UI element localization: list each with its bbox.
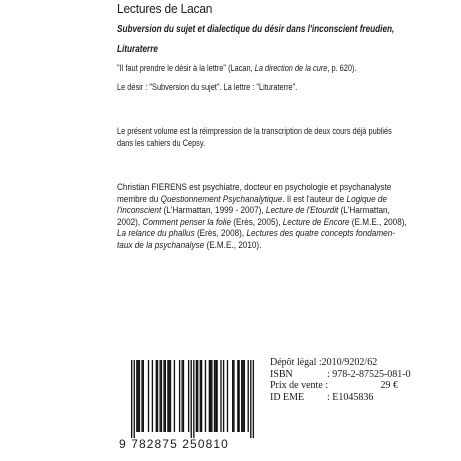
price-value: 29 € <box>380 380 399 392</box>
bio-text: (E.M.E., 2008), <box>349 216 407 228</box>
barcode-bar <box>196 360 197 432</box>
bio-title: Comment penser la folie <box>142 216 231 228</box>
subtitle-line-1: Subversion du sujet et dialectique du désir dans l'inconscient freudien, <box>117 23 395 35</box>
barcode-bar <box>183 360 184 432</box>
bio-title: Lecture de Encore <box>282 216 350 228</box>
bio-text: (Erès, 2008), <box>194 228 247 240</box>
barcode-bar <box>161 360 162 432</box>
quote-page: , p. 620). <box>327 63 357 73</box>
barcode-bar <box>156 360 157 432</box>
barcode-bar <box>131 360 132 438</box>
isbn-label: ISBN <box>270 368 293 380</box>
barcode-bar <box>227 360 228 432</box>
barcode-bar <box>157 360 158 432</box>
barcode-bar <box>200 360 201 432</box>
depot-label: Dépôt légal : <box>270 357 322 368</box>
barcode-bar <box>163 360 164 432</box>
bio-text: (L'Harmattan, 1999 - 2007), <box>161 205 266 217</box>
barcode-bar <box>238 360 239 432</box>
bio-text: . Il est l'auteur de <box>282 193 347 205</box>
bio-line <box>117 194 407 206</box>
barcode-bar <box>244 360 245 432</box>
barcode-bar <box>167 360 168 432</box>
id-label: ID EME <box>270 392 305 404</box>
barcode <box>131 360 254 438</box>
barcode-bar <box>181 360 182 432</box>
barcode-bar <box>253 360 254 438</box>
barcode-bar <box>214 360 215 432</box>
barcode-bar <box>211 360 212 432</box>
lacan-quote <box>117 63 357 73</box>
barcode-bar <box>242 360 243 432</box>
barcode-bar <box>152 360 153 432</box>
author-bio <box>117 182 407 252</box>
barcode-bar <box>250 360 251 438</box>
bio-line <box>117 217 407 229</box>
barcode-bar <box>201 360 202 432</box>
bio-line <box>117 182 407 194</box>
barcode-bar <box>197 360 198 432</box>
desire-summary: Le désir : "Subversion du sujet". La lettre : "Lituraterre". <box>117 82 298 92</box>
barcode-bar <box>141 360 142 432</box>
barcode-bar <box>137 360 138 432</box>
price-label: Prix de vente : <box>270 380 329 392</box>
isbn-value: : 978-2-87525-081-0 <box>327 368 411 380</box>
legal-row-isbn <box>270 369 411 381</box>
bio-title: Lecture de l'Etourdit <box>265 205 339 217</box>
barcode-bar <box>188 360 189 432</box>
subtitle-line-2: Lituraterre <box>117 43 158 55</box>
bio-title: La relance du phallus <box>117 228 195 240</box>
barcode-bar <box>216 360 217 432</box>
barcode-bar <box>134 360 135 438</box>
reprint-note-line: dans les cahiers du Cepsy. <box>117 138 206 148</box>
barcode-bar <box>210 360 211 432</box>
bio-title: Lectures des quatre concepts fondamen- <box>246 228 395 240</box>
id-value: : E1045836 <box>327 392 374 404</box>
barcode-bar <box>179 360 180 432</box>
bio-text: (L'Harmattan, <box>338 205 390 217</box>
reprint-note <box>117 125 392 149</box>
barcode-bar <box>159 360 160 432</box>
bio-text: Christian FIERENS est psychiatre, docteur en psychologie et psychanalyste <box>117 182 392 193</box>
barcode-bar <box>193 360 194 438</box>
legal-row-price <box>270 380 411 392</box>
bio-text: (Erès, 2005), <box>230 216 283 228</box>
bio-text: (E.M.E., 2010). <box>204 239 262 251</box>
barcode-number: 9 782875 250810 <box>119 437 229 451</box>
legal-info <box>270 357 411 404</box>
bio-title: l'inconscient <box>117 205 162 217</box>
barcode-bar <box>136 360 137 432</box>
book-title: Lectures de Lacan <box>117 1 213 16</box>
bio-title: taux de la psychanalyse <box>117 239 205 251</box>
bio-title: Questionnement Psychanalytique <box>160 193 283 205</box>
bio-line <box>117 240 407 252</box>
bio-line <box>117 228 407 240</box>
legal-row-id <box>270 392 411 404</box>
legal-row-depot <box>270 357 411 369</box>
barcode-bar <box>248 360 249 432</box>
quote-text: "Il faut prendre le désir à la lettre" (Lacan, <box>117 63 255 73</box>
barcode-bar <box>169 360 170 432</box>
barcode-bar <box>165 360 166 432</box>
quote-reference: La direction de la cure <box>254 63 328 73</box>
barcode-bar <box>209 360 210 432</box>
barcode-bar <box>233 360 234 432</box>
barcode-bar <box>139 360 140 432</box>
barcode-bars <box>131 360 254 438</box>
barcode-bar <box>232 360 233 432</box>
bio-text: membre du <box>117 193 161 205</box>
bio-text: 2002), <box>117 216 143 228</box>
barcode-bar <box>220 360 221 432</box>
barcode-bar <box>191 360 192 438</box>
barcode-bar <box>148 360 149 432</box>
barcode-bar <box>241 360 242 432</box>
barcode-bar <box>174 360 175 432</box>
barcode-bar <box>237 360 238 432</box>
depot-value: 2010/9202/62 <box>321 357 378 368</box>
barcode-bar <box>215 360 216 432</box>
barcode-bar <box>223 360 224 432</box>
bio-title: Logique de <box>346 193 387 205</box>
reprint-note-line: Le présent volume est la réimpression de la transcription de deux cours déjà publiés <box>117 126 392 136</box>
barcode-bar <box>205 360 206 432</box>
bio-line <box>117 205 407 217</box>
barcode-bar <box>143 360 144 432</box>
barcode-bar <box>170 360 171 432</box>
